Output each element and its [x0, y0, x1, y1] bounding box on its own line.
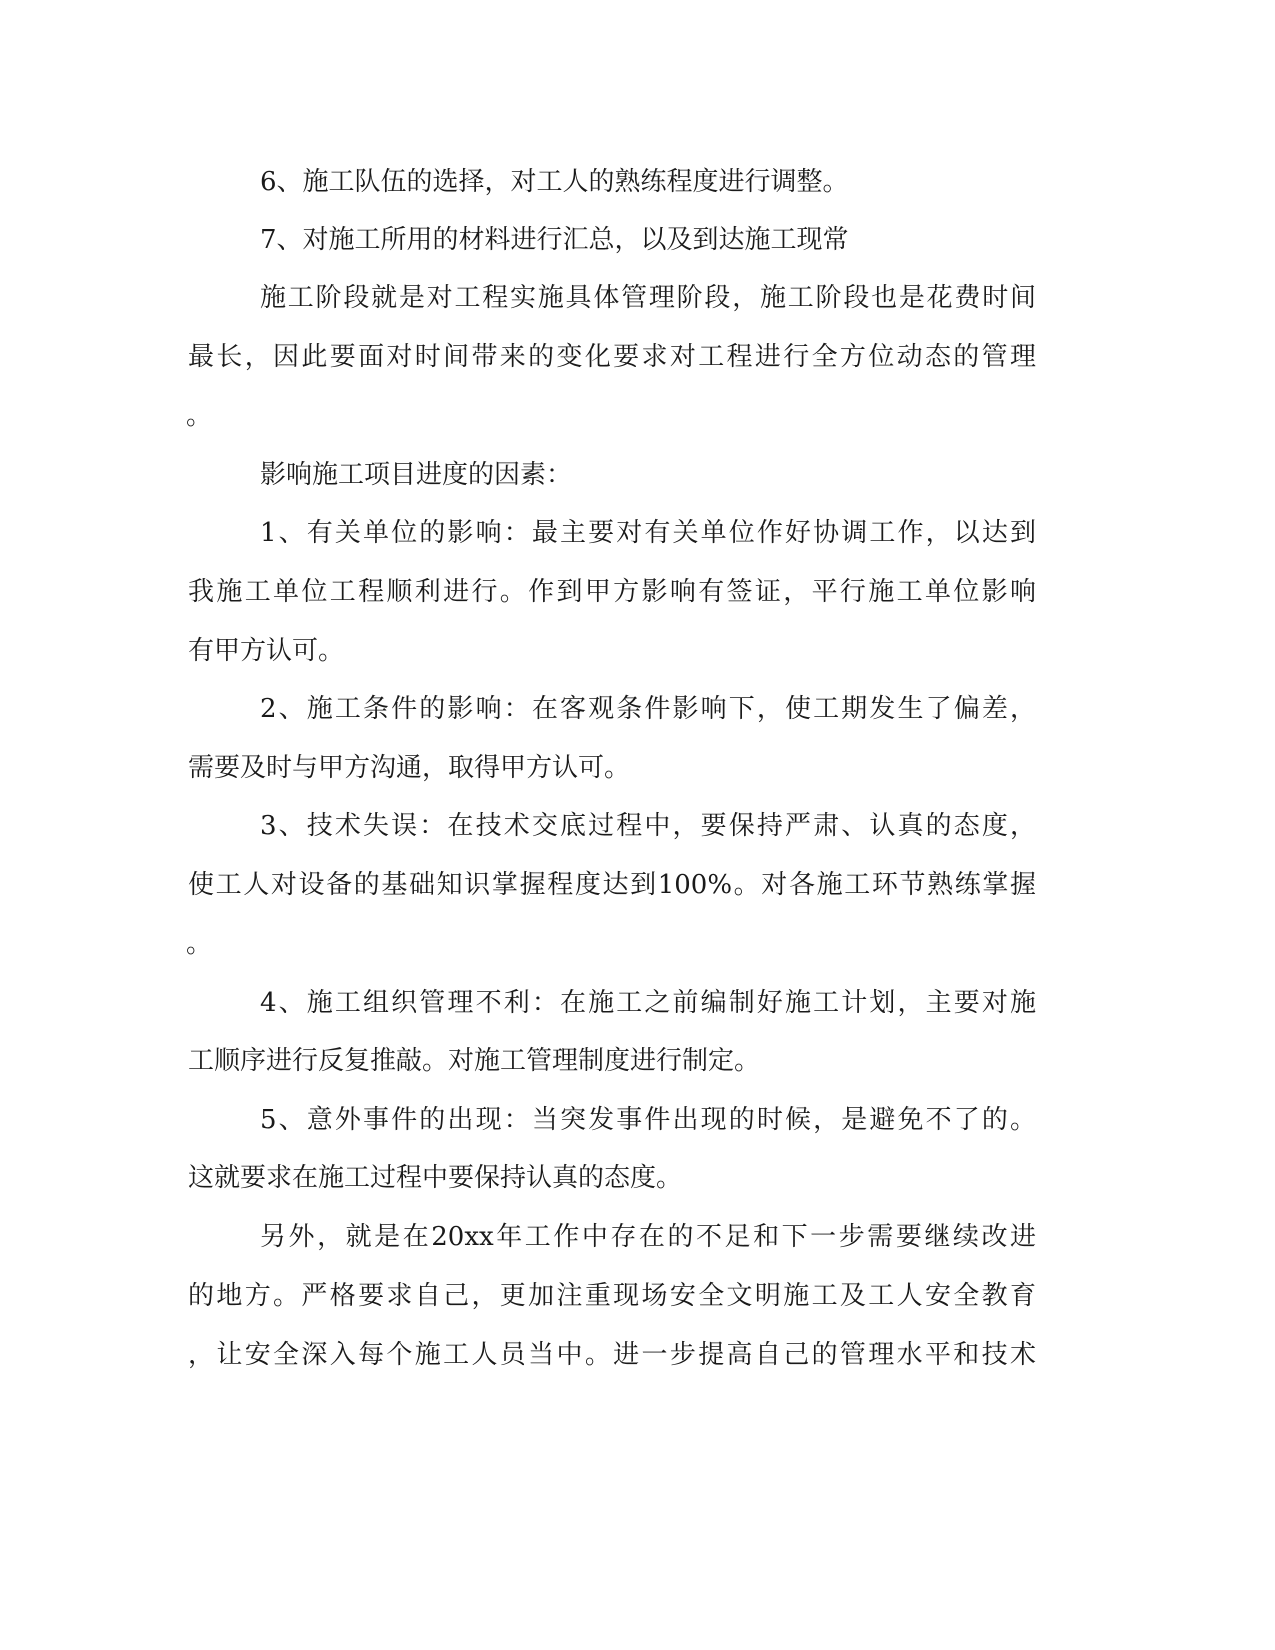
text-line-construction-stage-2: 最长，因此要面对时间带来的变化要求对工程进行全方位动态的管理 — [188, 342, 1036, 372]
text-line-factor3-2: 使工人对设备的基础知识掌握程度达到100%。对各施工环节熟练掌握 — [188, 870, 1036, 900]
text-line-factor3-1: 3、技术失误：在技术交底过程中，要保持严肃、认真的态度， — [260, 811, 1036, 841]
text-line-factors-heading: 影响施工项目进度的因素： — [260, 460, 573, 490]
text-line-shortcomings-2: 的地方。严格要求自己，更加注重现场安全文明施工及工人安全教育 — [188, 1281, 1036, 1311]
text-line-factor2-2: 需要及时与甲方沟通，取得甲方认可。 — [188, 753, 631, 783]
text-line-factor5-2: 这就要求在施工过程中要保持认真的态度。 — [188, 1163, 683, 1193]
text-line-factor4-1: 4、施工组织管理不利：在施工之前编制好施工计划，主要对施 — [260, 988, 1036, 1018]
text-line-item6: 6、施工队伍的选择，对工人的熟练程度进行调整。 — [260, 167, 849, 197]
text-line-factor1-3: 有甲方认可。 — [188, 636, 345, 666]
text-line-factor3-3: 。 — [186, 929, 213, 959]
text-line-factor1-1: 1、有关单位的影响：最主要对有关单位作好协调工作，以达到 — [260, 518, 1036, 548]
text-line-factor1-2: 我施工单位工程顺利进行。作到甲方影响有签证，平行施工单位影响 — [188, 577, 1036, 607]
text-line-construction-stage-3: 。 — [186, 401, 213, 431]
text-line-construction-stage-1: 施工阶段就是对工程实施具体管理阶段，施工阶段也是花费时间 — [260, 283, 1036, 313]
text-line-item7: 7、对施工所用的材料进行汇总，以及到达施工现常 — [260, 225, 849, 255]
text-line-factor2-1: 2、施工条件的影响：在客观条件影响下，使工期发生了偏差， — [260, 694, 1036, 724]
text-line-factor5-1: 5、意外事件的出现：当突发事件出现的时候，是避免不了的。 — [260, 1105, 1036, 1135]
text-line-factor4-2: 工顺序进行反复推敲。对施工管理制度进行制定。 — [188, 1046, 761, 1076]
text-line-shortcomings-1: 另外，就是在20xx年工作中存在的不足和下一步需要继续改进 — [260, 1222, 1036, 1252]
text-line-shortcomings-3: ，让安全深入每个施工人员当中。进一步提高自己的管理水平和技术 — [188, 1340, 1036, 1370]
